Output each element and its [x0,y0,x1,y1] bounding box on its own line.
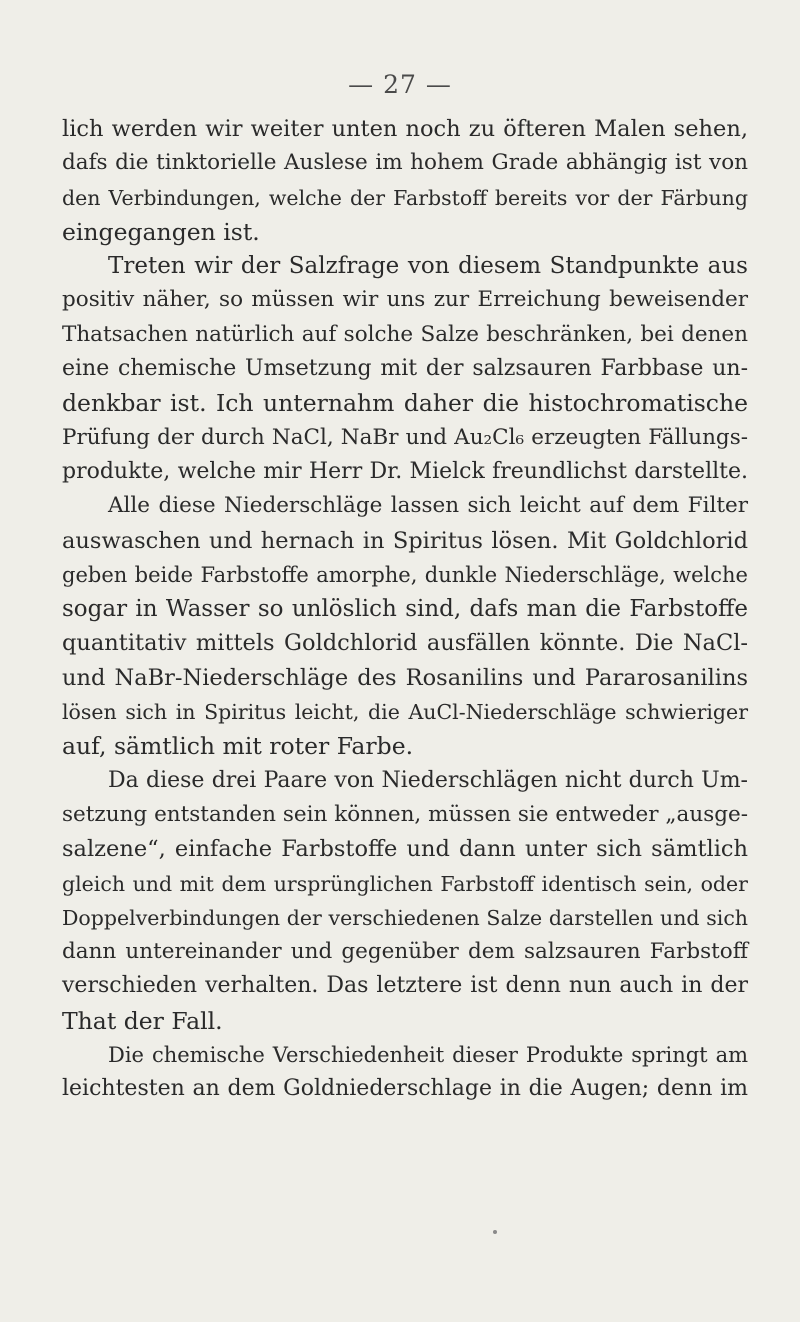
text-line: Da diese drei Paare von Niederschlägen nicht durch Um- [108,767,748,793]
text-line: produkte, welche mir Herr Dr. Mielck freundlichst darstellte. [62,458,748,484]
page-number: — 27 — [348,70,452,99]
text-line: quantitativ mittels Goldchlorid ausfällen könnte. Die NaCl- [62,630,748,657]
text-line: Thatsachen natürlich auf solche Salze beschränken, bei denen [62,321,748,347]
text-line: verschieden verhalten. Das letztere ist denn nun auch in der [62,973,748,999]
text-line: und NaBr-Niederschläge des Rosanilins und Pararosanilins [62,664,748,691]
text-line: geben beide Farbstoffe amorphe, dunkle Niederschläge, welche [62,562,748,587]
text-line: salzene“, einfache Farbstoffe und dann unter sich sämtlich [62,836,748,863]
text-line: Die chemische Verschiedenheit dieser Produkte springt am [108,1043,748,1068]
text-line: eingegangen ist. [62,217,260,246]
text-line: positiv näher, so müssen wir uns zur Erreichung beweisender [62,287,748,313]
text-line: den Verbindungen, welche der Farbstoff bereits vor der Färbung [62,185,748,210]
paper-speck [493,1230,497,1234]
text-line: sogar in Wasser so unlöslich sind, dafs man die Farbstoffe [62,596,748,623]
text-line: lich werden wir weiter unten noch zu öfteren Malen sehen, [62,116,748,142]
text-line: auf, sämtlich mit roter Farbe. [62,732,414,761]
text-line: dann untereinander und gegenüber dem salzsauren Farbstoff [62,939,748,965]
text-line: denkbar ist. Ich unternahm daher die histochromatische [62,389,748,418]
text-line: lösen sich in Spiritus leicht, die AuCl-Niederschläge schwieriger [62,700,748,725]
text-line: Treten wir der Salzfrage von diesem Standpunkte aus [108,253,748,280]
text-line: Doppelverbindungen der verschiedenen Salze darstellen und sich [62,905,748,930]
text-line: Prüfung der durch NaCl, NaBr und Au₂Cl₆ erzeugten Fällungs- [62,424,748,450]
body-text [62,112,748,1107]
text-line: dafs die tinktorielle Auslese im hohem Grade abhängig ist von [62,150,748,176]
text-line: Alle diese Niederschläge lassen sich leicht auf dem Filter [108,493,748,519]
text-line: leichtesten an dem Goldniederschlage in die Augen; denn im [62,1076,748,1102]
text-line: gleich und mit dem ursprünglichen Farbstoff identisch sein, oder [62,871,748,896]
text-line: setzung entstanden sein können, müssen sie entweder „ausge- [62,801,748,827]
text-line: eine chemische Umsetzung mit der salzsauren Farbbase un- [62,356,748,382]
text-line: That der Fall. [62,1006,223,1035]
text-line: auswaschen und hernach in Spiritus lösen. Mit Goldchlorid [62,527,748,554]
